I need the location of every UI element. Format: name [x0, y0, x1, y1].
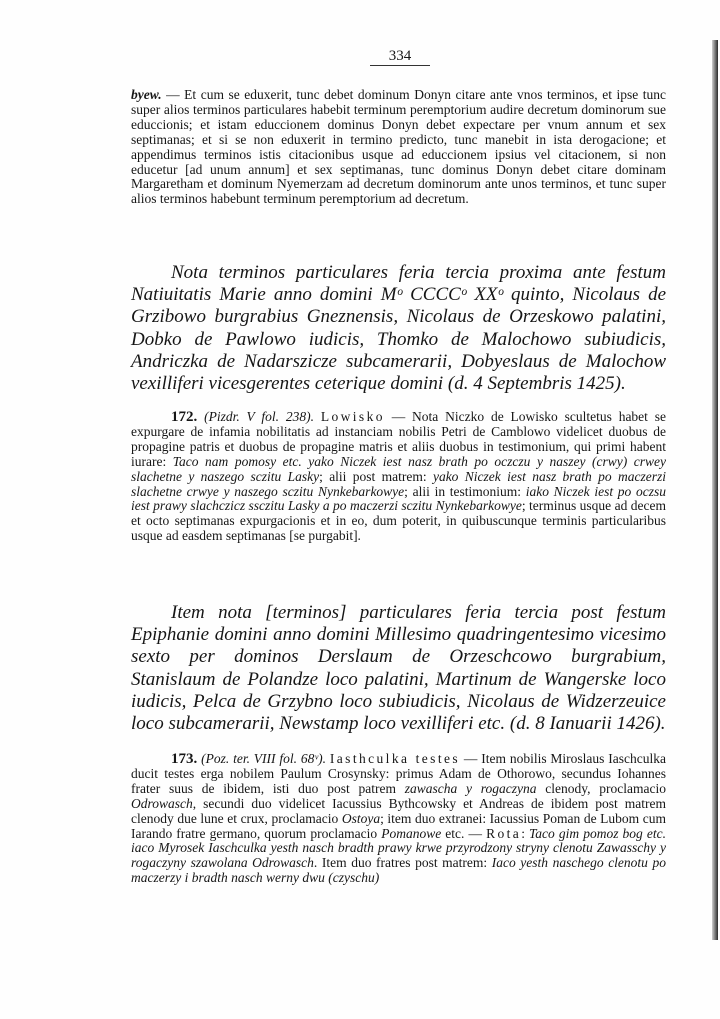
entry-text: clenody, proclamacio [536, 780, 666, 796]
entry-text: — Nota Niczko de Lowisko scultetus habet se expurgare de infamia nobilitatis ad instanciam nobilis Petri de Camblowo videlicet duobus de propagine patris et duobus de propagine matris et aliis duobus in testimonium, qui primi habent iurare: [131, 409, 667, 469]
page-spine-shadow [712, 40, 718, 940]
paragraph-text: — Et cum se eduxerit, tunc debet dominum Donyn citare ante vnos terminos, et ipse tunc super alios terminos particulares habebit terminum peremptorium audire decretum dominorum sue educcionis; et istam educcionem dominus Donyn debet expectare per vnum annum et sex septimanas; et si se non eduxerit in termino predicto, tunc manebit in ista derogacione; et appendimus terminos istis citacionibus usque ad educcionem ipsius vel citacionem, si non educetur [ad unum annum] et sex septimanas, tunc dominus Donyn debet citare dominam Margaretham et dominum Nyemerzam ad decretum dominorum ante unos terminos, et tunc super alios terminos habebunt terminum peremptorium ad decretum. [131, 87, 666, 207]
entry-proclamacio: Odrowasch [131, 795, 193, 811]
paragraph-continuation [131, 88, 666, 207]
lead-word: byew. [131, 87, 162, 102]
note-heading-1425 [131, 262, 666, 395]
entry-heading: Lowisko [320, 409, 385, 424]
entry-oath: Iaco yesth naschego clenotu po maczerzy i bradth nasch werny dwu (czyschu) [131, 855, 667, 886]
note-heading-text: Nota terminos particulares feria tercia proxima ante festum Natiuitatis Marie anno domini Mᵒ CCCCᵒ XXᵒ quinto, Nicolaus de Grzibowo burgrabius Gneznensis, Nicolaus de Orzeskowo palatini, Dobko de Pawlowo iudicis, Thomko de Malochowo subiudicis, Andriczka de Nadarszicze subcamerarii, Dobyeslaus de Malochow vexilliferi vicesgerentes ceterique domini (d. 4 Septembris 1425). [131, 262, 666, 395]
entry-proclamacio: Pomanowe [381, 825, 442, 841]
entry-text: , secundi duo videlicet Iacussius Bythcowsky et Andreas de ibidem post matrem clenody due lune et crux, proclamacio [131, 795, 666, 826]
entry-oath: Taco gim pomoz bog etc. iaco Myrosek Iaschculka yesth nasch bradth prawy krwe przyrodzony stryny clenotu Zawasschy y rogaczyny szawolana Odrowasch [131, 825, 666, 871]
entry-heading: Iasthculka testes [329, 751, 461, 766]
entry-oath: iako Niczek iest po oczsu iest prawy slachczicz ssczitu Lasky a po maczerzi sczitu Nynkebarkowye [131, 483, 666, 514]
entry-proclamacio: Ostoya [341, 810, 381, 826]
note-heading-1426 [131, 602, 666, 735]
note-heading-text: Item nota [terminos] particulares feria tercia post festum Epiphanie domini anno domini Millesimo quadringentesimo vicesimo sexto per dominos Derslaum de Orzeschcowo burgrabium, Stanislaum de Polandze loco palatini, Martinum de Wangerske loco iudicis, Pelca de Grzybno loco subiudicis, Nicolaus de Widzerzeuice loco subcamerarii, Newstamp loco vexilliferi etc. (d. 8 Ianuarii 1426). [131, 602, 666, 735]
entry-oath: yako Niczek iest nasz brath po maczerzi slachetne crwye y naszego sczitu Nynkebarkowye [131, 468, 666, 499]
entry-oath: Taco nam pomosy etc. yako Niczek iest nasz brath po oczczu y naszey (crwy) crwey slachetne y naszego sczitu Lasky [131, 453, 666, 484]
entry-text: etc. — [441, 825, 487, 841]
entry-number: 173. [171, 751, 198, 767]
entry-text: ; alii post matrem: [319, 468, 433, 484]
rota-label: Rota [486, 825, 522, 841]
page-number: 334 [370, 48, 430, 66]
entry-text: ; item duo extranei: Iacussius Poman de Lubom cum Iarando fratre germano, quorum proclamacio [131, 810, 666, 841]
entry-text: ; alii in testimonium: [404, 483, 526, 499]
entry-source: (Pizdr. V fol. 238). [204, 409, 314, 424]
entry-text: : [521, 825, 530, 841]
entry-173 [131, 752, 666, 886]
entry-text: — Item nobilis Miroslaus Iaschculka ducit testes erga nobilem Paulum Crosynsky: primus Adam de Othorowo, secundus Iohannes frater suus de ibidem, isti duo post patrem [131, 751, 666, 796]
entry-clenody: zawascha y rogaczyna [404, 780, 537, 796]
entry-number: 172. [171, 409, 198, 425]
entry-source: (Poz. ter. VIII fol. 68ᵛ). [201, 751, 327, 766]
entry-text: . Item duo fratres post matrem: [313, 855, 492, 871]
entry-172 [131, 410, 666, 544]
entry-text: ; terminus usque ad decem et octo septimanas expurgacionis et in eo, dum poterit, in quibuscunque terminis particularibus usque ad easdem septimanas [se purgabit]. [131, 498, 666, 544]
